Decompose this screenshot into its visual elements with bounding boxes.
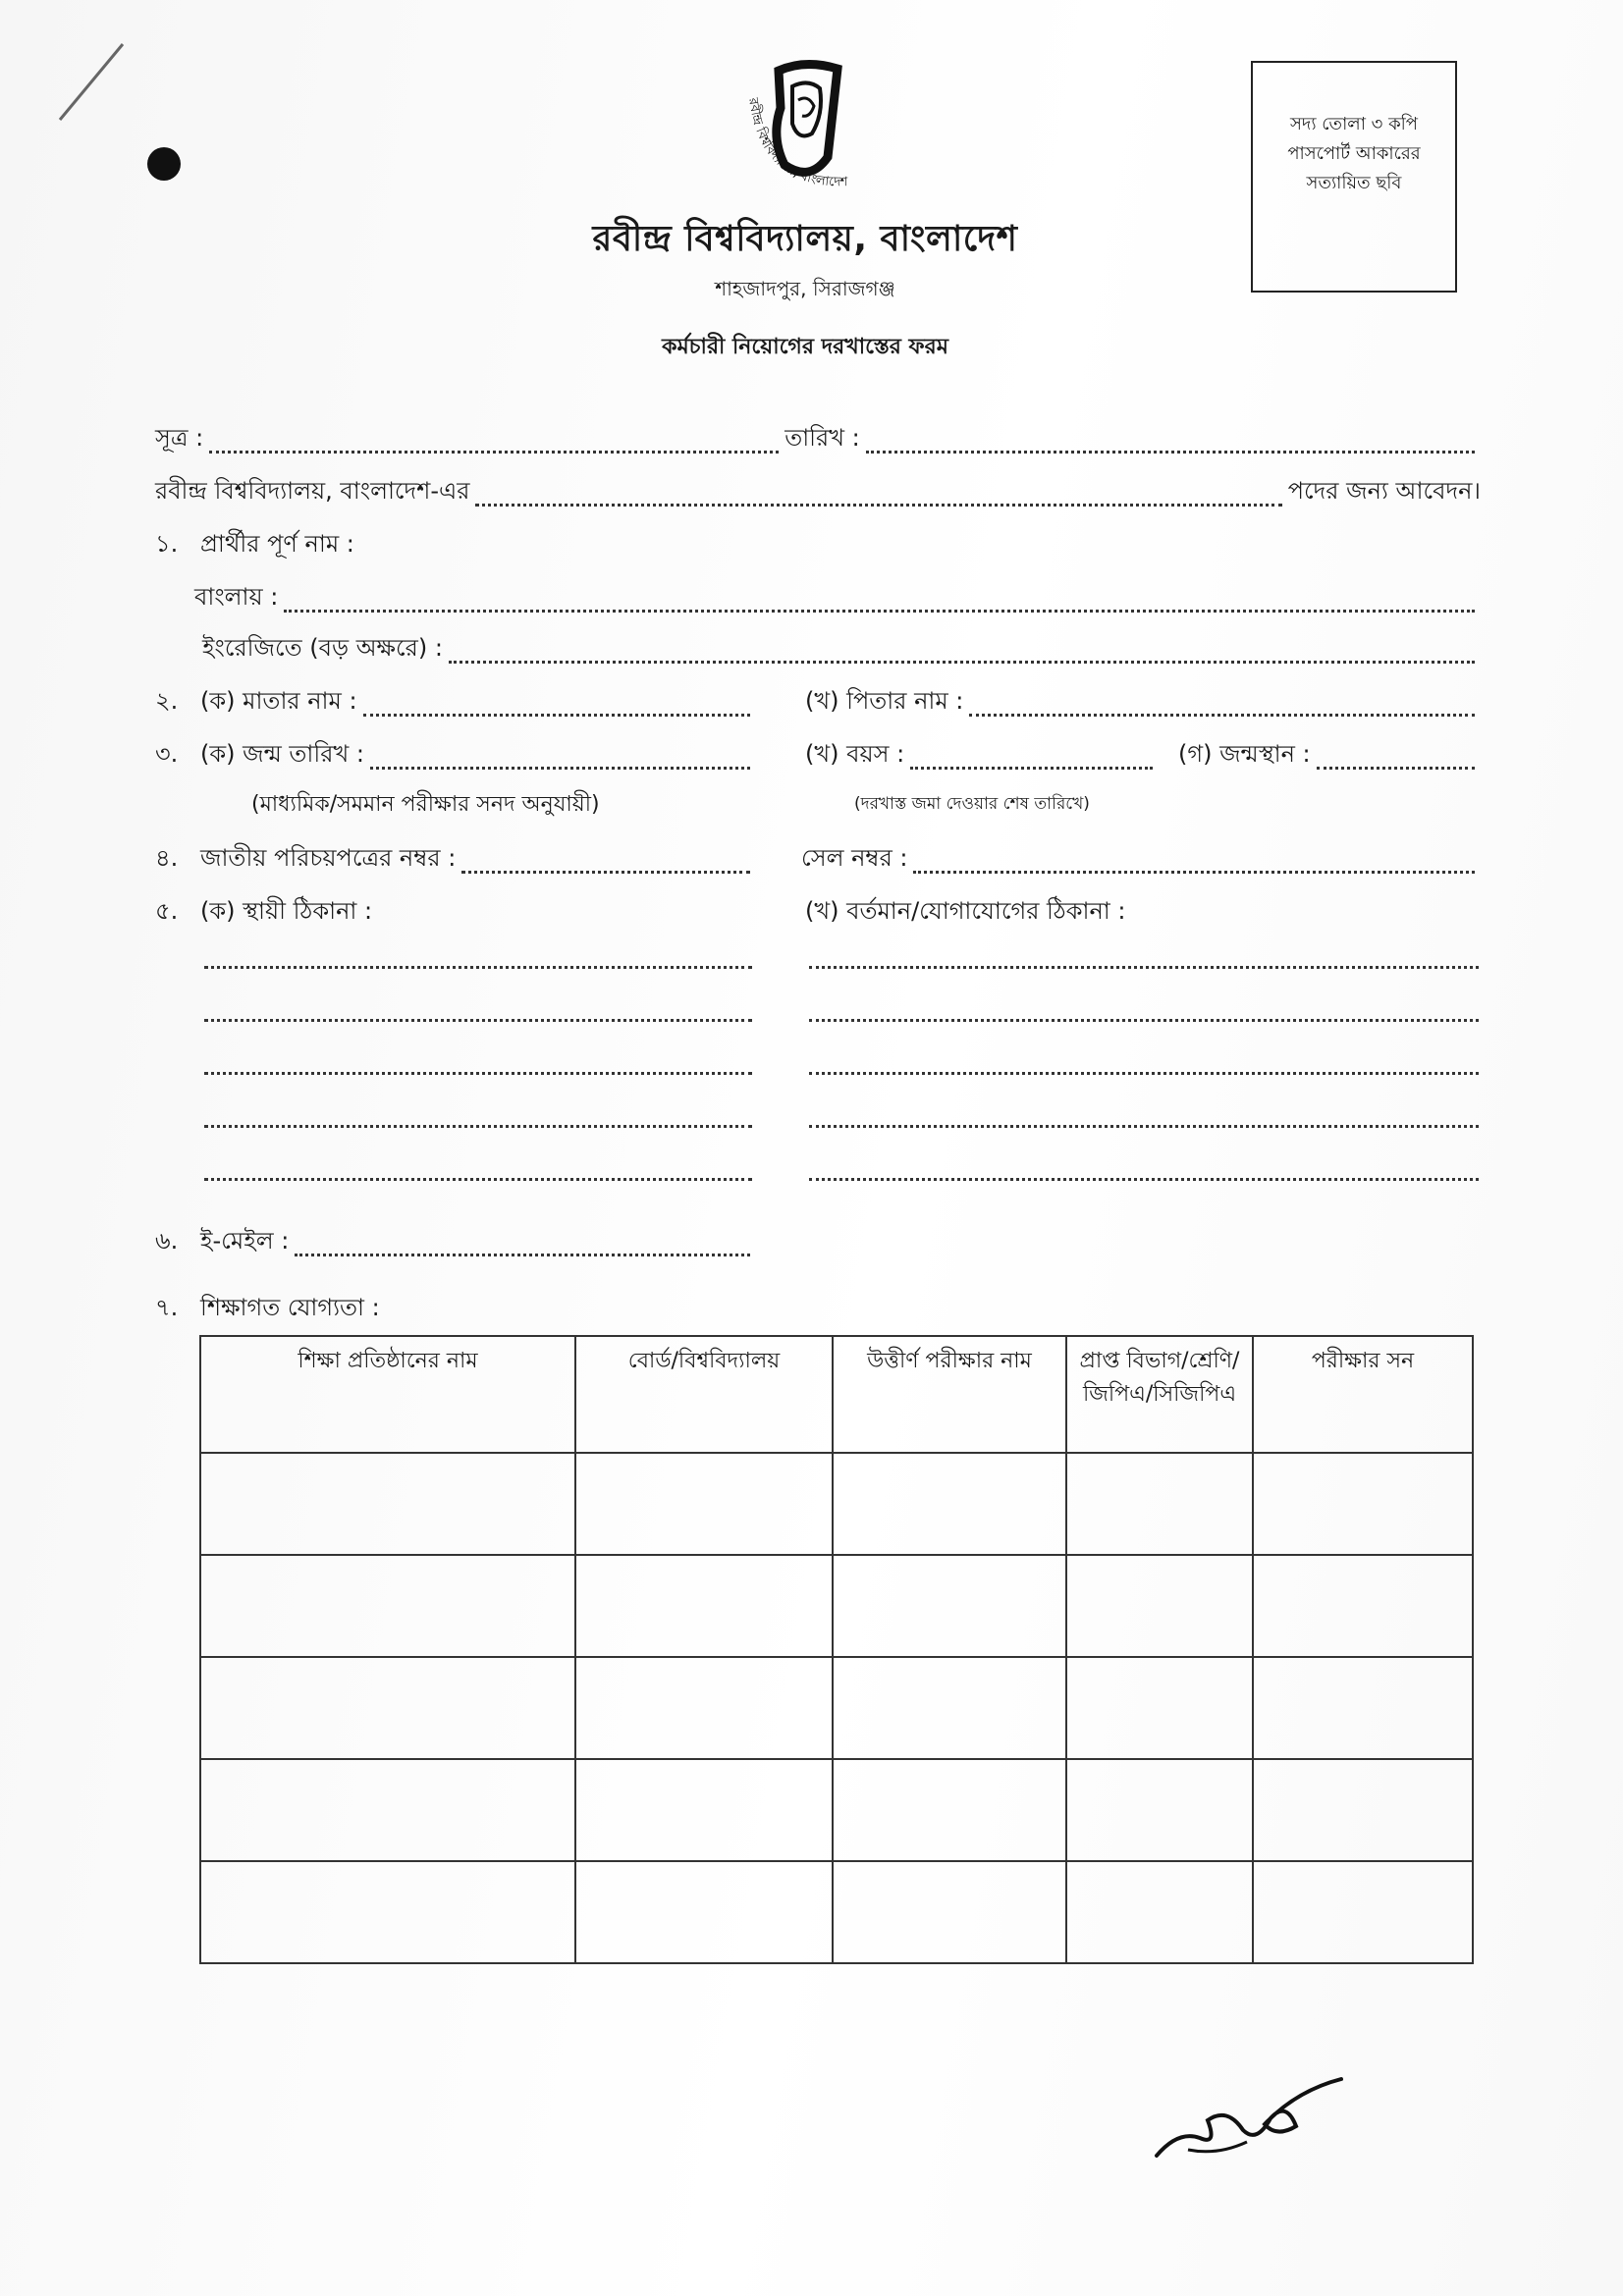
table-cell[interactable] (200, 1861, 575, 1963)
table-cell[interactable] (575, 1861, 833, 1963)
q2-father-row (805, 683, 1481, 722)
table-cell[interactable] (575, 1453, 833, 1555)
education-label: শিক্ষাগত যোগ্যতা : (200, 1294, 380, 1321)
dob-field[interactable] (370, 767, 750, 770)
col-header-result: প্রাপ্ত বিভাগ/শ্রেণি/ জিপিএ/সিজিপিএ (1066, 1336, 1253, 1453)
table-cell[interactable] (200, 1657, 575, 1759)
table-cell[interactable] (1253, 1555, 1473, 1657)
ref-date-row (155, 420, 1481, 459)
table-cell[interactable] (1253, 1861, 1473, 1963)
q3-dob-row (155, 736, 756, 775)
table-cell[interactable] (575, 1657, 833, 1759)
q3-number: ৩. (155, 740, 179, 768)
present-address-line[interactable] (809, 1019, 1479, 1022)
post-row (155, 473, 1481, 512)
photo-placeholder-box (1251, 61, 1457, 293)
birthplace-label: (গ) জন্মস্থান : (1178, 740, 1311, 768)
age-note: (দরখাস্ত জমা দেওয়ার শেষ তারিখে) (854, 794, 1090, 814)
table-cell[interactable] (1253, 1453, 1473, 1555)
table-row (200, 1657, 1473, 1759)
post-suffix: পদের জন্য আবেদন। (1287, 477, 1481, 505)
q1-bangla-row (194, 579, 1481, 618)
q1-english-label: ইংরেজিতে (বড় অক্ষরে) : (202, 634, 443, 662)
col-header-year: পরীক্ষার সন (1253, 1336, 1473, 1453)
q5-present-row (805, 893, 1125, 933)
q4-number: ৪. (155, 844, 179, 872)
table-cell[interactable] (1066, 1861, 1253, 1963)
present-address-label: (খ) বর্তমান/যোগাযোগের ঠিকানা : (805, 897, 1126, 925)
q2-mother-row (155, 683, 756, 722)
dob-label: (ক) জন্ম তারিখ : (200, 740, 364, 768)
q6-email-row (155, 1223, 756, 1262)
university-name: রবীন্দ্র বিশ্ববিদ্যালয়, বাংলাদেশ (592, 219, 1018, 259)
col-header-board: বোর্ড/বিশ্ববিদ্যালয় (575, 1336, 833, 1453)
present-address-line[interactable] (809, 966, 1479, 969)
table-cell[interactable] (575, 1759, 833, 1861)
cell-label: সেল নম্বর : (801, 844, 908, 872)
name-bangla-field[interactable] (284, 610, 1475, 613)
permanent-address-line[interactable] (204, 1072, 752, 1075)
date-label: তারিখ : (784, 424, 860, 452)
mother-name-field[interactable] (363, 714, 750, 717)
q1-row (155, 526, 354, 565)
present-address-line[interactable] (809, 1125, 1479, 1128)
handwritten-signature (1149, 2061, 1345, 2169)
table-cell[interactable] (200, 1555, 575, 1657)
q5-permanent-row (155, 893, 372, 933)
table-cell[interactable] (575, 1555, 833, 1657)
table-cell[interactable] (200, 1759, 575, 1861)
dob-note: (মাধ্যমিক/সমমান পরীক্ষার সনদ অনুযায়ী) (251, 792, 600, 817)
permanent-address-line[interactable] (204, 966, 752, 969)
q5-number: ৫. (155, 897, 179, 925)
birthplace-field[interactable] (1317, 767, 1475, 770)
table-cell[interactable] (200, 1453, 575, 1555)
post-prefix: রবীন্দ্র বিশ্ববিদ্যালয়, বাংলাদেশ-এর (155, 477, 470, 505)
table-cell[interactable] (1253, 1759, 1473, 1861)
q6-number: ৬. (155, 1227, 179, 1255)
age-label: (খ) বয়স : (805, 740, 905, 768)
table-cell[interactable] (833, 1657, 1066, 1759)
table-row (200, 1453, 1473, 1555)
ref-label: সূত্র : (155, 424, 204, 452)
col-header-exam: উত্তীর্ণ পরীক্ষার নাম (833, 1336, 1066, 1453)
nid-label: জাতীয় পরিচয়পত্রের নম্বর : (200, 844, 457, 872)
q4-cell-row (801, 840, 1481, 880)
date-field[interactable] (866, 451, 1475, 454)
table-cell[interactable] (1253, 1657, 1473, 1759)
permanent-address-line[interactable] (204, 1178, 752, 1181)
photo-instruction-line: পাসপোর্ট আকারের (1287, 143, 1421, 164)
q2-number: ২. (155, 687, 179, 715)
mother-name-label: (ক) মাতার নাম : (200, 687, 357, 715)
punch-hole (147, 147, 181, 181)
table-row (200, 1861, 1473, 1963)
q1-number: ১. (155, 530, 179, 558)
photo-instruction-line: সদ্য তোলা ৩ কপি (1289, 114, 1419, 134)
table-row (200, 1555, 1473, 1657)
ref-field[interactable] (209, 451, 779, 454)
name-english-field[interactable] (449, 661, 1475, 664)
photo-instruction-line: সত্যায়িত ছবি (1306, 173, 1402, 193)
university-address: শাহজাদপুর, সিরাজগঞ্জ (715, 277, 895, 300)
present-address-line[interactable] (809, 1178, 1479, 1181)
permanent-address-label: (ক) স্থায়ী ঠিকানা : (200, 897, 373, 925)
table-cell[interactable] (1066, 1453, 1253, 1555)
education-table (199, 1335, 1474, 1964)
permanent-address-line[interactable] (204, 1019, 752, 1022)
email-label: ই-মেইল : (200, 1227, 290, 1255)
table-cell[interactable] (1066, 1555, 1253, 1657)
university-seal-icon (722, 59, 889, 206)
form-header (550, 59, 1060, 307)
post-field[interactable] (475, 504, 1281, 507)
q7-row (155, 1290, 380, 1329)
svg-text:রবীন্দ্র বিশ্ববিদ্যালয়, বাংলা: রবীন্দ্র বিশ্ববিদ্যালয়, বাংলাদেশ (745, 96, 848, 190)
q1-label: প্রার্থীর পূর্ণ নাম : (200, 530, 354, 558)
table-cell[interactable] (1066, 1759, 1253, 1861)
present-address-line[interactable] (809, 1072, 1479, 1075)
q7-number: ৭. (155, 1294, 179, 1321)
col-header-institution: শিক্ষা প্রতিষ্ঠানের নাম (200, 1336, 575, 1453)
table-cell[interactable] (833, 1555, 1066, 1657)
q1-english-row (202, 630, 1481, 669)
q3-birthplace-row (1178, 736, 1481, 775)
q3-age-row (805, 736, 1159, 775)
q4-nid-row (155, 840, 756, 880)
q1-bangla-label: বাংলায় : (194, 583, 279, 611)
age-field[interactable] (910, 767, 1153, 770)
form-title: কর্মচারী নিয়োগের দরখাস্তের ফরম (662, 335, 948, 359)
pen-stroke-mark (54, 39, 133, 128)
email-field[interactable] (295, 1254, 750, 1256)
table-cell[interactable] (833, 1453, 1066, 1555)
table-cell[interactable] (833, 1759, 1066, 1861)
table-cell[interactable] (1066, 1657, 1253, 1759)
table-row (200, 1759, 1473, 1861)
permanent-address-line[interactable] (204, 1125, 752, 1128)
father-name-label: (খ) পিতার নাম : (805, 687, 964, 715)
table-cell[interactable] (833, 1861, 1066, 1963)
nid-field[interactable] (461, 871, 750, 874)
father-name-field[interactable] (969, 714, 1475, 717)
cell-field[interactable] (913, 871, 1475, 874)
table-header-row (200, 1336, 1473, 1453)
